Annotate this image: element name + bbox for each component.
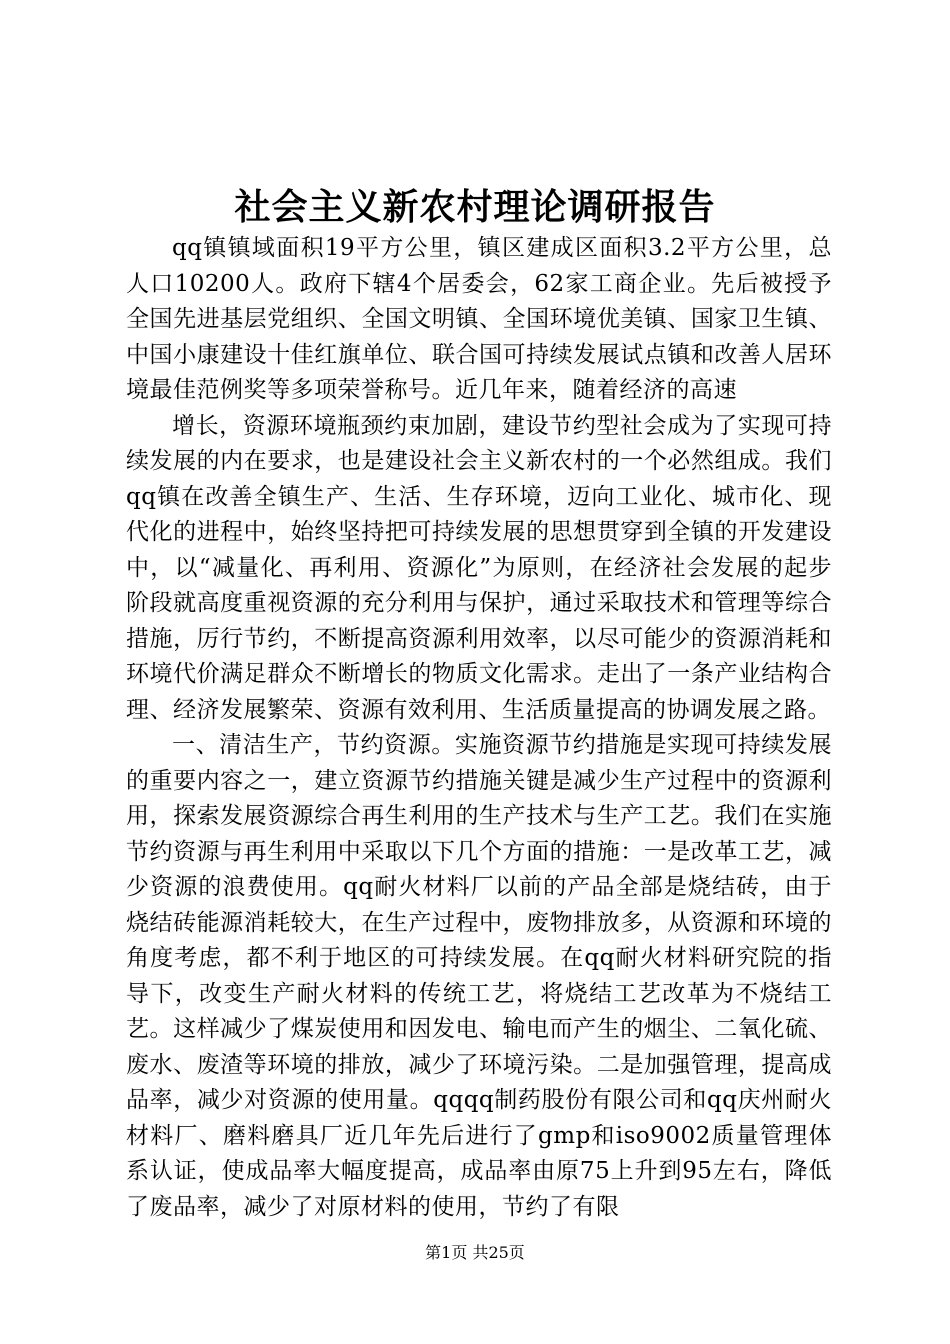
- paragraph-intro: qq镇镇域面积19平方公里，镇区建成区面积3.2平方公里，总人口10200人。政府下辖4个居委会，62家工商企业。先后被授予全国先进基层党组织、全国文明镇、全国环境优美镇、国家卫生镇、中国小康建设十佳红旗单位、联合国可持续发展试点镇和改善人居环境最佳范例奖等多项荣誉称号。近几年来，随着经济的高速: [126, 235, 832, 403]
- paragraph-clean-production: 一、清洁生产，节约资源。实施资源节约措施是实现可持续发展的重要内容之一，建立资源节约措施关键是减少生产过程中的资源利用，探索发展资源综合再生利用的生产技术与生产工艺。我们在实施节约资源与再生利用中采取以下几个方面的措施：一是改革工艺，减少资源的浪费使用。qq耐火材料厂以前的产品全部是烧结砖，由于烧结砖能源消耗较大，在生产过程中，废物排放多，从资源和环境的角度考虑，都不利于地区的可持续发展。在qq耐火材料研究院的指导下，改变生产耐火材料的传统工艺，将烧结工艺改革为不烧结工艺。这样减少了煤炭使用和因发电、输电而产生的烟尘、二氧化硫、废水、废渣等环境的排放，减少了环境污染。二是加强管理，提高成品率，减少对资源的使用量。qqqq制药股份有限公司和qq庆州耐火材料厂、磨料磨具厂近几年先后进行了gmp和iso9002质量管理体系认证，使成品率大幅度提高，成品率由原75上升到95左右，降低了废品率，减少了对原材料的使用，节约了有限: [126, 732, 832, 1220]
- document-body: [126, 231, 832, 1225]
- page-footer: 第1页 共25页: [425, 1243, 525, 1262]
- document-title: 社会主义新农村理论调研报告: [234, 186, 716, 228]
- paragraph-growth: 增长，资源环境瓶颈约束加剧，建设节约型社会成为了实现可持续发展的内在要求，也是建设社会主义新农村的一个必然组成。我们qq镇在改善全镇生产、生活、生存环境，迈向工业化、城市化、现代化的进程中，始终坚持把可持续发展的思想贯穿到全镇的开发建设中，以“减量化、再利用、资源化”为原则，在经济社会发展的起步阶段就高度重视资源的充分利用与保护，通过采取技术和管理等综合措施，厉行节约，不断提高资源利用效率，以尽可能少的资源消耗和环境代价满足群众不断增长的物质文化需求。走出了一条产业结构合理、经济发展繁荣、资源有效利用、生活质量提高的协调发展之路。: [126, 412, 832, 723]
